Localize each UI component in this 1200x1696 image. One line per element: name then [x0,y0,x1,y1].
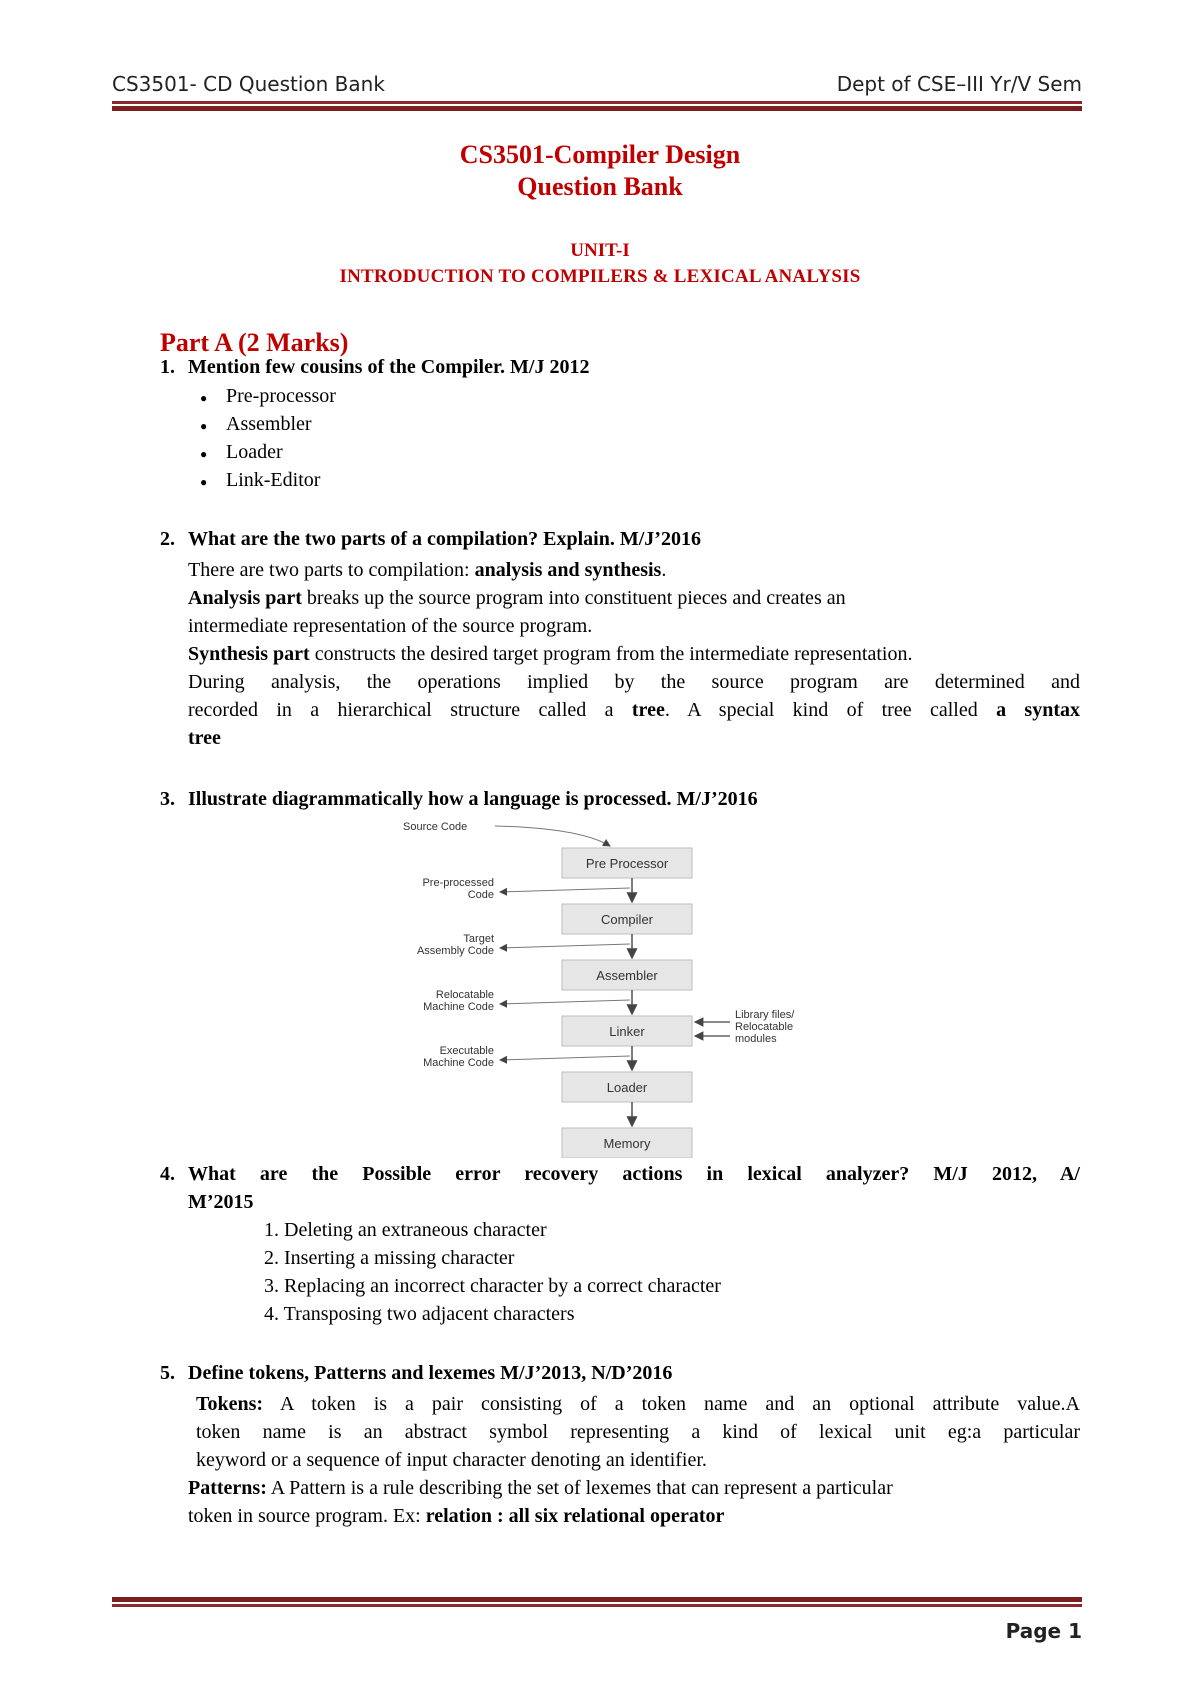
side-label: Assembly Code [416,945,494,957]
answer-line: There are two parts to compilation: analysis and synthesis. [188,559,667,581]
page-number: Page 1 [1005,1619,1082,1643]
answer-line: keyword or a sequence of input character denoting an identifier. [196,1449,707,1471]
answer-paragraph [188,1474,1080,1530]
header-rule [112,101,1082,104]
box-label: Memory [603,1136,651,1151]
question-number: 3. [160,788,175,810]
question-1 [160,356,589,379]
library-files-label: Library files/ [735,1009,795,1021]
answer-line: intermediate representation of the source program. [188,615,593,637]
answer-paragraph [196,1390,1080,1474]
header-rule-thick [112,106,1082,111]
side-label: Target [463,933,494,945]
answer-line: recorded in a hierarchical structure called a tree. A special kind of tree called a syntax [188,699,1080,721]
answer-line: Synthesis part constructs the desired target program from the intermediate representation. [188,643,913,665]
list-item: 1. Deleting an extraneous character [264,1219,547,1241]
list-item: 2. Inserting a missing character [264,1247,515,1269]
box-label: Pre Processor [585,856,669,871]
side-label: Machine Code [423,1057,494,1069]
question-number: 1. [160,356,175,378]
unit-title: INTRODUCTION TO COMPILERS & LEXICAL ANALYSIS [339,266,861,287]
answer-line: token in source program. Ex: relation : all six relational operator [188,1505,725,1527]
question-text: What are the Possible error recovery actions in lexical analyzer? M/J 2012, A/ [188,1163,1080,1185]
answer-line: Tokens: A token is a pair consisting of a token name and an optional attribute value.A [196,1393,1080,1415]
side-label: Relocatable [435,989,494,1001]
document-title: CS3501-Compiler Design [459,140,741,169]
question-2 [160,528,701,551]
question-text: Mention few cousins of the Compiler. M/J 2012 [188,356,590,378]
list-item: 3. Replacing an incorrect character by a correct character [264,1275,721,1297]
answer-line: token name is an abstract symbol representing a kind of lexical unit eg:a particular [196,1421,1080,1443]
header-course-code: CS3501- CD Question Bank [112,72,385,96]
question-3 [160,788,758,811]
list-item: ● Link-Editor [226,469,320,492]
box-label: Linker [609,1024,645,1039]
question-text: What are the two parts of a compilation? Explain. M/J’2016 [188,528,701,550]
answer-line: tree [188,727,221,749]
box-label: Assembler [596,968,658,983]
answer-line: Patterns: A Pattern is a rule describing the set of lexemes that can represent a particular [188,1477,893,1499]
library-files-label: Relocatable [735,1021,794,1033]
side-label: Code [467,889,494,901]
list-item: 4. Transposing two adjacent characters [264,1303,575,1325]
list-item: ● Pre-processor [226,385,336,408]
library-files-label: modules [735,1033,777,1045]
footer-rule [112,1604,1082,1607]
side-label: Pre-processed [422,877,494,889]
question-text: Define tokens, Patterns and lexemes M/J’2013, N/D’2016 [188,1362,673,1384]
question-number: 2. [160,528,175,550]
question-text: Illustrate diagrammatically how a language is processed. M/J’2016 [188,788,758,810]
question-number: 5. [160,1362,175,1384]
language-processing-diagram [400,818,840,1158]
document-subtitle: Question Bank [517,172,683,201]
box-label: Loader [606,1080,648,1095]
question-number: 4. [160,1163,175,1185]
box-label: Compiler [600,912,654,927]
question-4-continued: M’2015 [188,1191,254,1213]
question-4 [160,1163,1080,1186]
unit-heading: UNIT-I [570,240,630,261]
source-code-label: Source Code [403,821,468,833]
answer-line: Analysis part breaks up the source program into constituent pieces and creates an [188,587,846,609]
answer-paragraph [188,556,1080,752]
side-label: Machine Code [423,1001,494,1013]
list-item: ● Loader [226,441,283,464]
header-department: Dept of CSE–III Yr/V Sem [836,72,1082,96]
answer-line: During analysis, the operations implied by the source program are determined and [188,671,1080,693]
side-label: Executable [439,1045,494,1057]
question-5 [160,1362,672,1385]
footer-rule-thick [112,1597,1082,1602]
part-a-heading: Part A (2 Marks) [160,328,349,357]
list-item: ● Assembler [226,413,312,436]
